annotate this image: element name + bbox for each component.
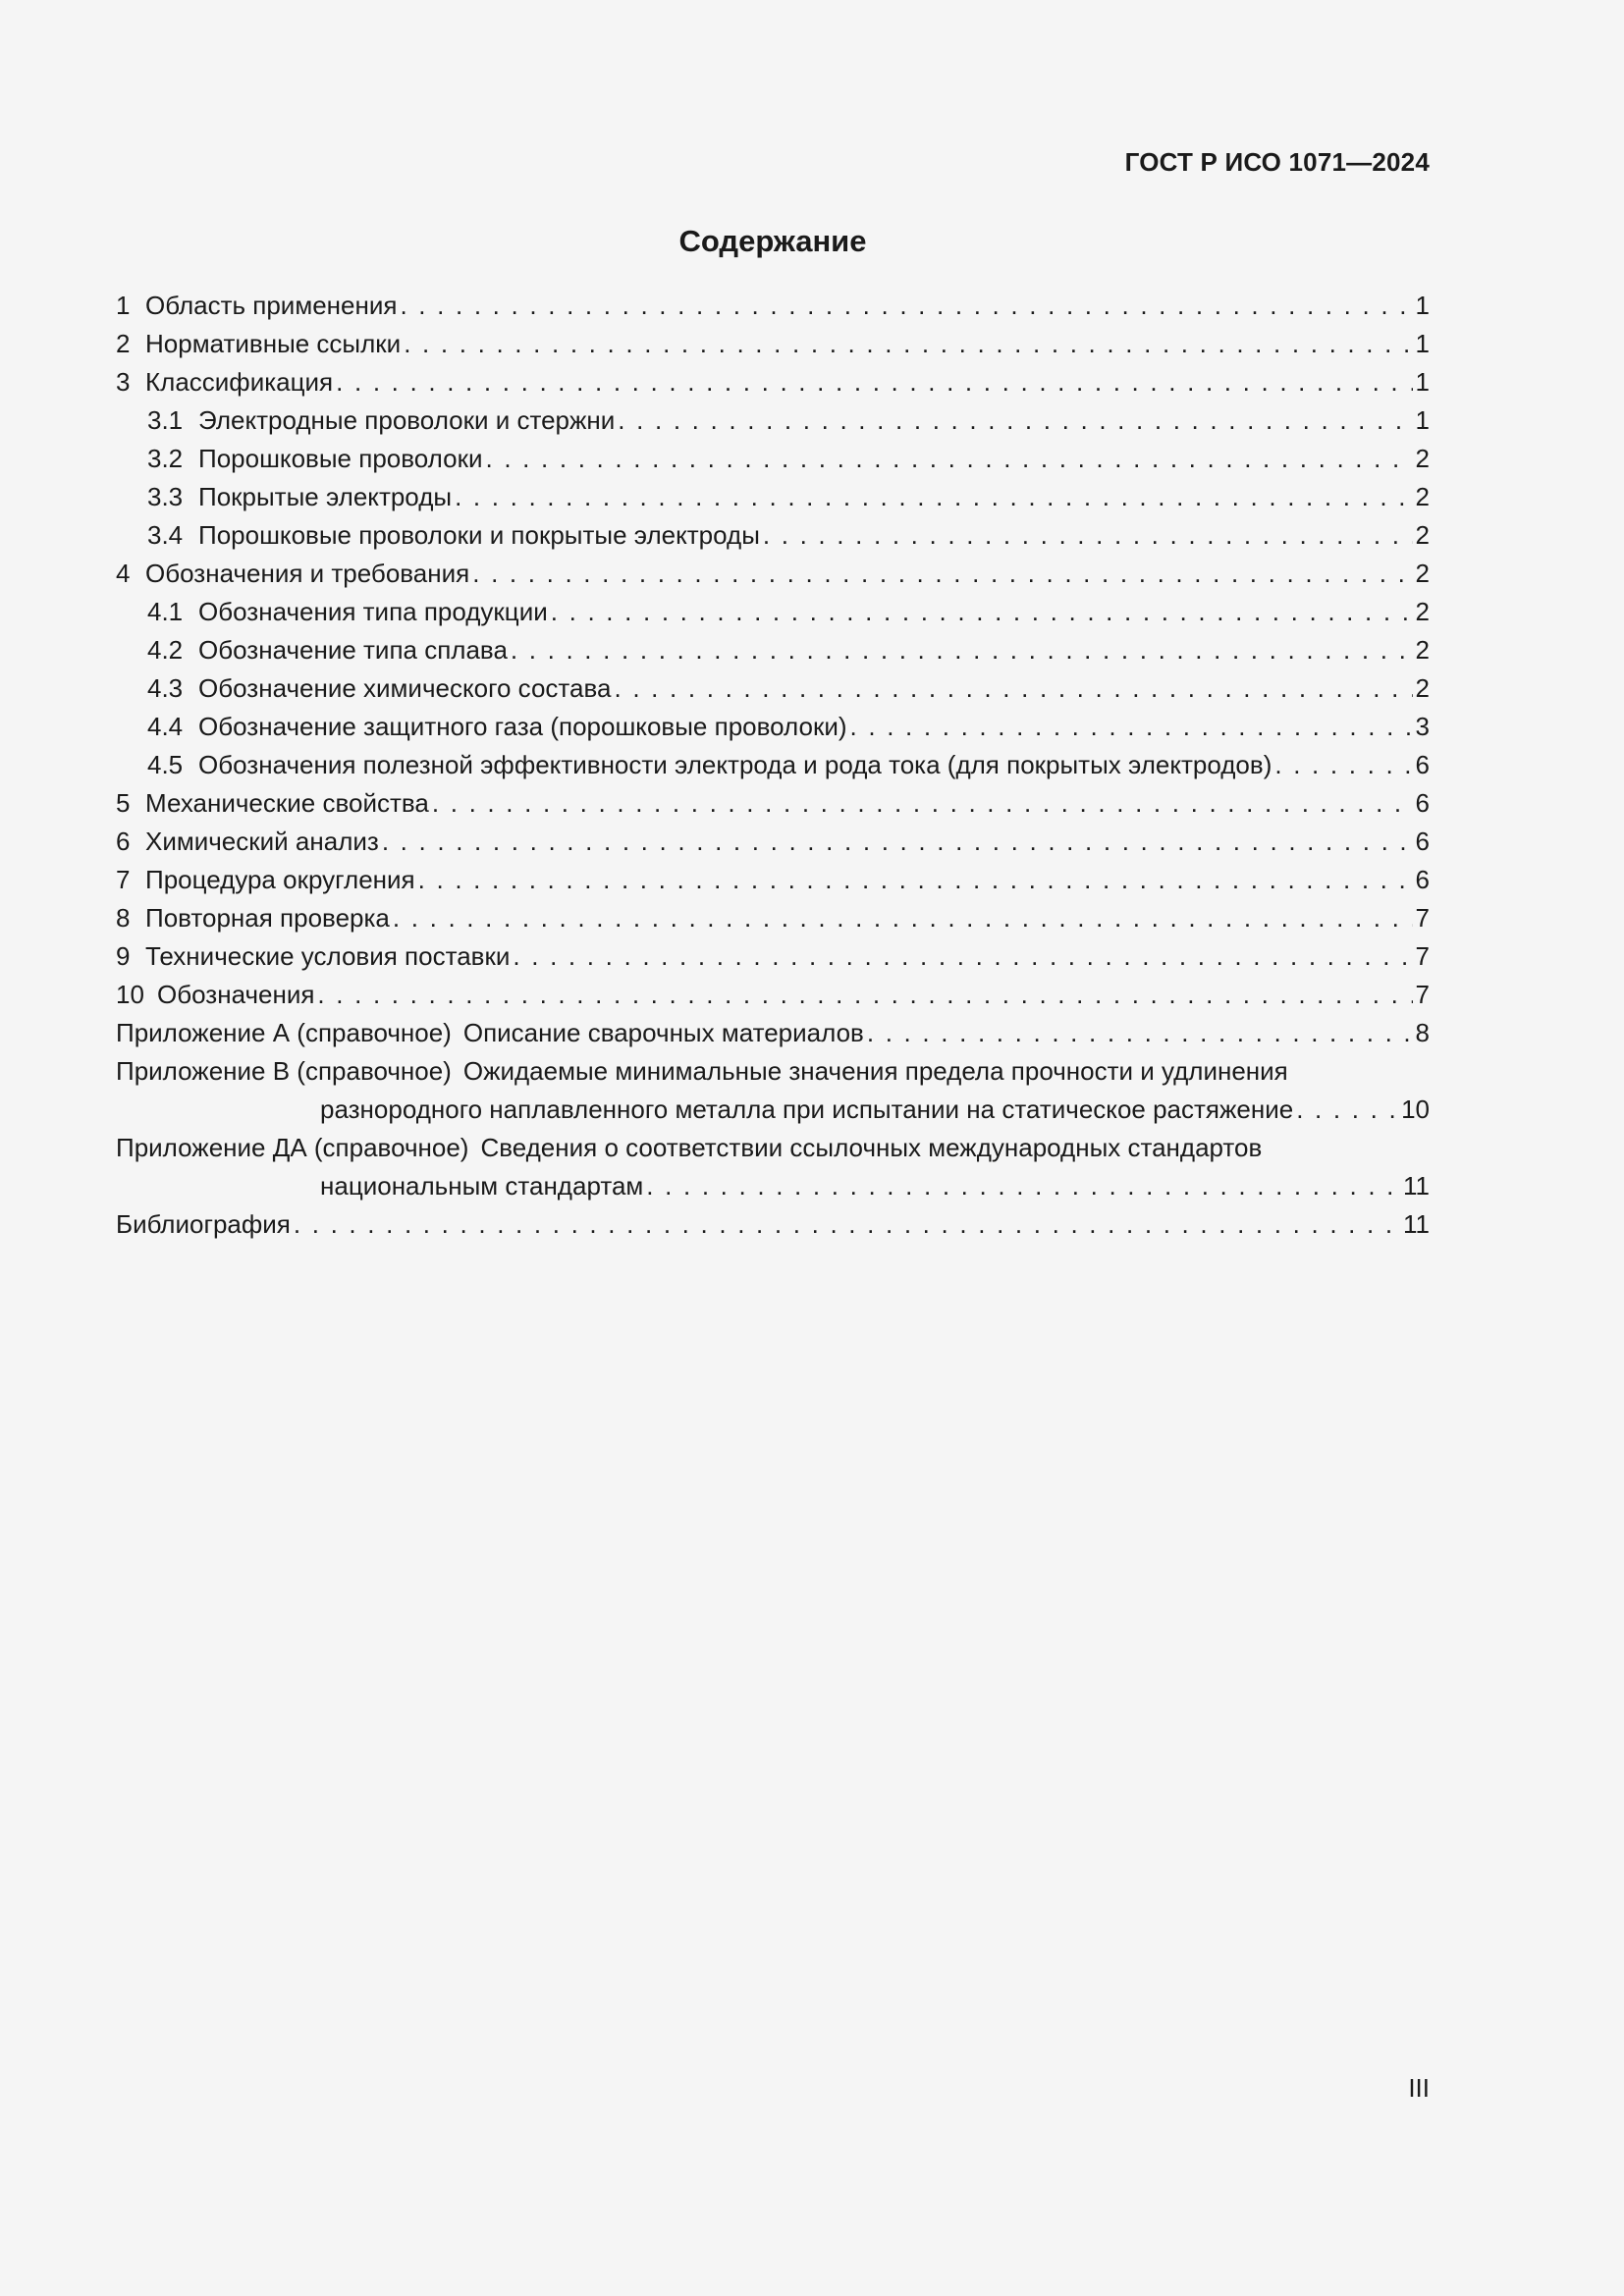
page-number: III	[1408, 2073, 1430, 2103]
toc-entry-number: 3.3	[147, 482, 184, 511]
dot-leader	[618, 401, 1412, 440]
toc-entry-4-4[interactable]	[116, 708, 1430, 746]
toc-entry-title: Механические свойства	[145, 788, 429, 818]
toc-entry-number: 4	[116, 559, 131, 588]
toc-appendix-b[interactable]	[116, 1052, 1430, 1129]
toc-appendix-da[interactable]	[116, 1129, 1430, 1205]
toc-entry-5[interactable]	[116, 784, 1430, 823]
toc-entry-page: 1	[1415, 405, 1430, 435]
toc-entry-title: Классификация	[145, 367, 334, 397]
toc-entry-page: 2	[1415, 635, 1430, 665]
dot-leader	[294, 1205, 1400, 1244]
appendix-label: Приложение В (справочное)	[116, 1056, 452, 1086]
toc-entry-3-3[interactable]	[116, 478, 1430, 516]
toc-entry-page: 7	[1415, 980, 1430, 1009]
dot-leader	[867, 1014, 1413, 1052]
appendix-title-line2: разнородного наплавленного металла при испытании на статическое растяжение	[320, 1095, 1294, 1124]
dot-leader	[1296, 1091, 1398, 1129]
toc-entry-10[interactable]	[116, 976, 1430, 1014]
toc-entry-title: Обозначение типа сплава	[198, 635, 508, 665]
toc-entry-number: 3.4	[147, 520, 184, 550]
toc-entry-page: 8	[1415, 1018, 1430, 1047]
toc-entry-page: 1	[1415, 367, 1430, 397]
toc-entry-number: 3.2	[147, 444, 184, 473]
toc-entry-4-1[interactable]	[116, 593, 1430, 631]
toc-entry-number: 9	[116, 941, 131, 971]
toc-entry-page: 10	[1401, 1095, 1430, 1124]
toc-entry-7[interactable]	[116, 861, 1430, 899]
toc-entry-title: Обозначение химического состава	[198, 673, 612, 703]
toc-entry-page: 11	[1403, 1171, 1430, 1201]
dot-leader	[763, 516, 1413, 555]
toc-entry-3-4[interactable]	[116, 516, 1430, 555]
toc-entry-1[interactable]	[116, 287, 1430, 325]
toc-entry-2[interactable]	[116, 325, 1430, 363]
toc-entry-page: 2	[1415, 444, 1430, 473]
dot-leader	[551, 593, 1413, 631]
toc-entry-title: Обозначение защитного газа (порошковые проволоки)	[198, 712, 847, 741]
appendix-label: Приложение А (справочное)	[116, 1018, 452, 1047]
toc-entry-title: Технические условия поставки	[145, 941, 511, 971]
appendix-title-line1: Ожидаемые минимальные значения предела прочности и удлинения	[462, 1056, 1288, 1086]
toc-entry-page: 2	[1415, 559, 1430, 588]
toc-entry-page: 1	[1415, 329, 1430, 358]
toc-entry-4[interactable]	[116, 555, 1430, 593]
toc-entry-page: 2	[1415, 520, 1430, 550]
dot-leader	[455, 478, 1412, 516]
toc-entry-number: 4.4	[147, 712, 184, 741]
toc-entry-page: 3	[1415, 712, 1430, 741]
appendix-title: Описание сварочных материалов	[462, 1018, 864, 1047]
dot-leader	[513, 937, 1412, 976]
dot-leader	[432, 784, 1413, 823]
toc-entry-4-2[interactable]	[116, 631, 1430, 669]
toc-entry-8[interactable]	[116, 899, 1430, 937]
dot-leader	[511, 631, 1413, 669]
toc-entry-page: 6	[1415, 750, 1430, 779]
toc-entry-title: Химический анализ	[145, 827, 379, 856]
toc-entry-page: 2	[1415, 673, 1430, 703]
appendix-label: Приложение ДА (справочное)	[116, 1133, 469, 1162]
toc-title: Содержание	[678, 224, 867, 258]
toc-entry-title: Нормативные ссылки	[145, 329, 402, 358]
toc-entry-number: 4.5	[147, 750, 184, 779]
toc-appendix-a[interactable]	[116, 1014, 1430, 1052]
toc-entry-title: Порошковые проволоки	[198, 444, 483, 473]
toc-entry-title: Обозначения типа продукции	[198, 597, 548, 626]
toc-entry-number: 3	[116, 367, 131, 397]
toc-entry-title: Процедура округления	[145, 865, 415, 894]
toc-entry-4-3[interactable]	[116, 669, 1430, 708]
toc-entry-title: Обозначения	[157, 980, 315, 1009]
table-of-contents	[116, 287, 1430, 1244]
toc-entry-page: 6	[1415, 827, 1430, 856]
toc-bibliography[interactable]	[116, 1205, 1430, 1244]
toc-entry-page: 2	[1415, 482, 1430, 511]
dot-leader	[404, 325, 1412, 363]
toc-entry-title: Повторная проверка	[145, 903, 390, 933]
toc-entry-3-1[interactable]	[116, 401, 1430, 440]
toc-entry-number: 2	[116, 329, 131, 358]
toc-entry-title: Обозначения полезной эффективности электрода и рода тока (для покрытых электродов)	[198, 750, 1272, 779]
toc-entry-title: Порошковые проволоки и покрытые электроды	[198, 520, 760, 550]
toc-entry-title: Электродные проволоки и стержни	[198, 405, 616, 435]
toc-entry-page: 7	[1415, 941, 1430, 971]
toc-entry-number: 1	[116, 291, 131, 320]
toc-entry-number: 7	[116, 865, 131, 894]
toc-entry-3-2[interactable]	[116, 440, 1430, 478]
dot-leader	[646, 1167, 1400, 1205]
toc-entry-3[interactable]	[116, 363, 1430, 401]
toc-entry-page: 11	[1403, 1209, 1430, 1239]
dot-leader	[1274, 746, 1412, 784]
dot-leader	[418, 861, 1413, 899]
toc-entry-number: 8	[116, 903, 131, 933]
toc-entry-number: 3.1	[147, 405, 184, 435]
dot-leader	[393, 899, 1413, 937]
toc-entry-6[interactable]	[116, 823, 1430, 861]
dot-leader	[382, 823, 1413, 861]
toc-entry-9[interactable]	[116, 937, 1430, 976]
toc-entry-page: 1	[1415, 291, 1430, 320]
toc-entry-number: 4.2	[147, 635, 184, 665]
bibliography-title: Библиография	[116, 1209, 291, 1239]
appendix-title-line1: Сведения о соответствии ссылочных международных стандартов	[480, 1133, 1263, 1162]
toc-entry-number: 4.3	[147, 673, 184, 703]
toc-entry-title: Покрытые электроды	[198, 482, 453, 511]
toc-entry-page: 2	[1415, 597, 1430, 626]
toc-entry-number: 5	[116, 788, 131, 818]
document-code-header: ГОСТ Р ИСО 1071—2024	[1124, 147, 1430, 177]
toc-entry-page: 6	[1415, 788, 1430, 818]
dot-leader	[472, 555, 1412, 593]
toc-entry-title: Обозначения и требования	[145, 559, 470, 588]
toc-entry-number: 4.1	[147, 597, 184, 626]
toc-entry-title: Область применения	[145, 291, 398, 320]
toc-entry-page: 7	[1415, 903, 1430, 933]
dot-leader	[336, 363, 1412, 401]
toc-entry-page: 6	[1415, 865, 1430, 894]
dot-leader	[614, 669, 1412, 708]
dot-leader	[850, 708, 1413, 746]
dot-leader	[400, 287, 1412, 325]
toc-entry-4-5[interactable]	[116, 746, 1430, 784]
toc-entry-number: 6	[116, 827, 131, 856]
toc-entry-number: 10	[116, 980, 144, 1009]
appendix-title-line2: национальным стандартам	[320, 1171, 644, 1201]
dot-leader	[485, 440, 1412, 478]
dot-leader	[317, 976, 1412, 1014]
